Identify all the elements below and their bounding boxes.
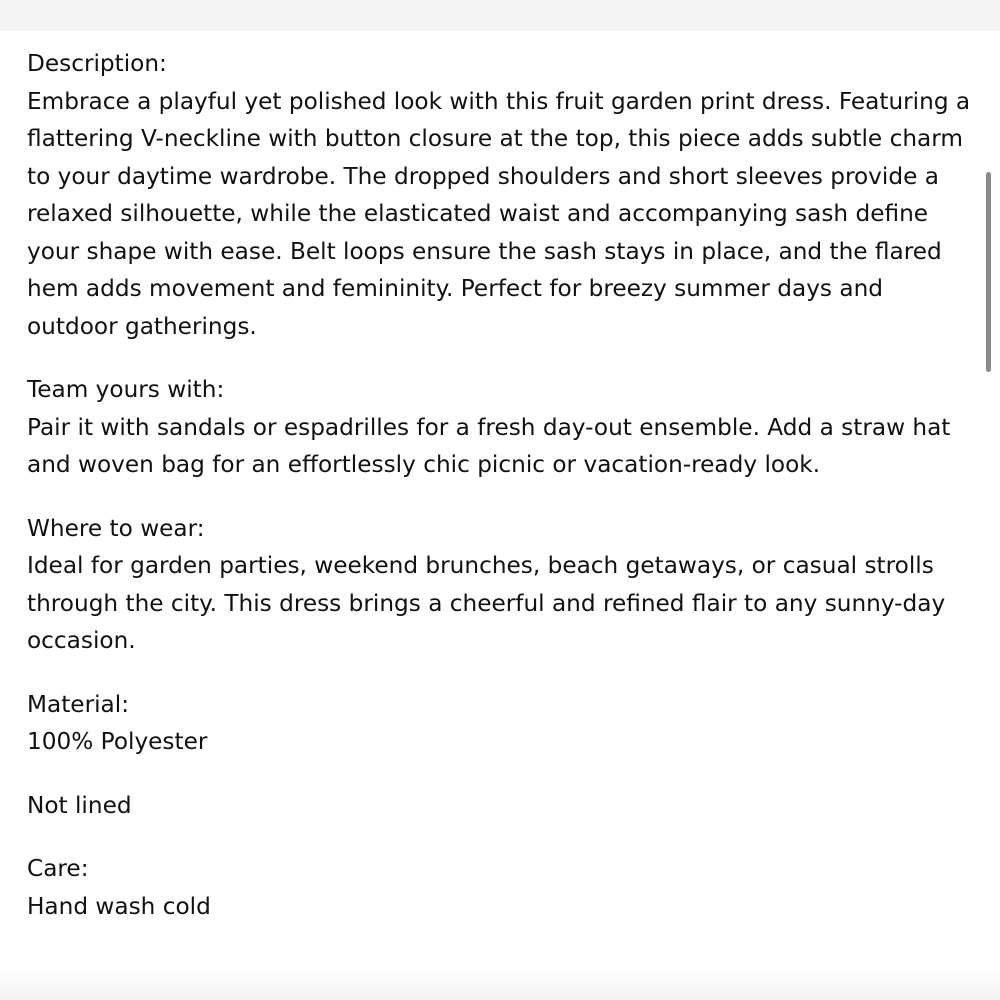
material-heading: Material:	[27, 690, 130, 718]
team-yours-with-heading: Team yours with:	[27, 376, 225, 403]
team-yours-with-text: Pair it with sandals or espadrilles for a fresh day-out ensemble. Add a straw hat and woven bag for an effortlessly chic picnic or vacation-ready look.	[27, 413, 951, 478]
product-details-panel	[0, 31, 1000, 1000]
care-heading: Care:	[27, 855, 89, 882]
lining-text: Not lined	[27, 791, 132, 819]
care-section	[27, 850, 972, 925]
lining-section	[27, 787, 972, 825]
vertical-scrollbar[interactable]	[984, 31, 994, 1000]
bottom-fade-overlay	[0, 970, 1000, 1000]
description-text: Embrace a playful yet polished look with this fruit garden print dress. Featuring a flattering V-neckline with button closure at the top, this piece adds subtle charm to your daytime wardrobe. The dropped shoulders and short sleeves provide a relaxed silhouette, while the elasticated waist and accompanying sash define your shape with ease. Belt loops ensure the sash stays in place, and the flared hem adds movement and femininity. Perfect for breezy summer days and outdoor gatherings.	[27, 87, 971, 340]
where-to-wear-text: Ideal for garden parties, weekend brunches, beach getaways, or casual strolls through the city. This dress brings a cheerful and refined flair to any sunny-day occasion.	[27, 552, 946, 654]
material-section	[27, 686, 972, 761]
material-text: 100% Polyester	[27, 728, 208, 755]
where-to-wear-heading: Where to wear:	[27, 514, 205, 542]
description-section	[27, 45, 972, 345]
care-text: Hand wash cold	[27, 892, 211, 920]
product-details-content	[27, 45, 972, 951]
where-to-wear-section	[27, 510, 972, 660]
scrollbar-thumb[interactable]	[986, 172, 991, 372]
description-heading: Description:	[27, 50, 167, 77]
team-yours-with-section	[27, 371, 972, 484]
